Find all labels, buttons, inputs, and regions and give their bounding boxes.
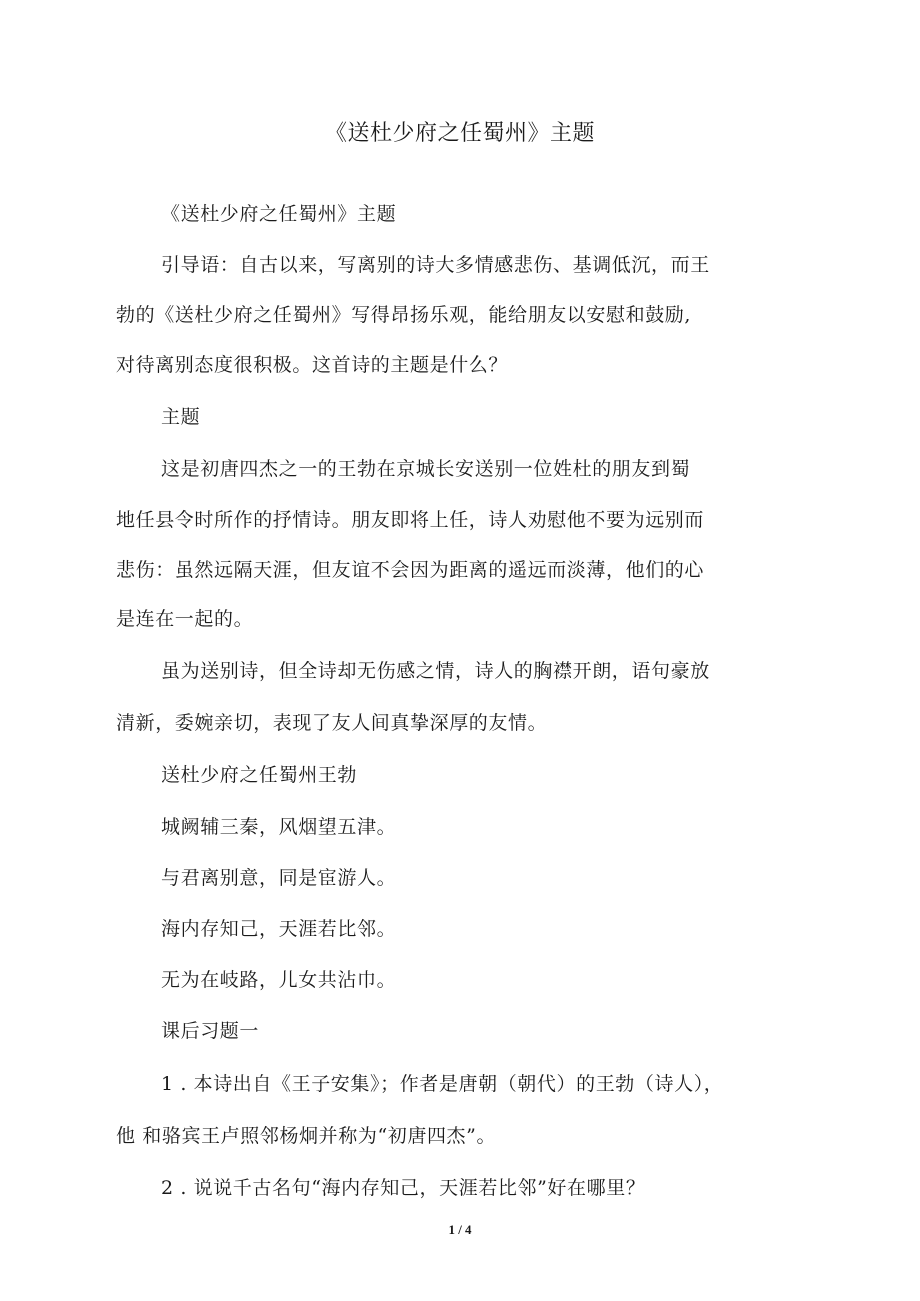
exercise-q1-line-1: 1 . 本诗出自《王子安集》；作者是唐朝（朝代）的王勃（诗人）， [161,1073,724,1095]
poem-heading: 送杜少府之任蜀州王勃 [161,764,358,786]
theme-p1-line-3: 悲伤：虽然远隔天涯，但友谊不会因为距离的遥远而淡薄，他们的心 [116,559,705,581]
theme-p1-line-2: 地任县令时所作的抒情诗。朋友即将上任，诗人劝慰他不要为远别而 [116,509,705,531]
intro-line-2: 勃的《送杜少府之任蜀州》写得昂扬乐观，能给朋友以安慰和鼓励, [116,304,692,326]
poem-line-3: 海内存知己，天涯若比邻。 [161,918,397,940]
subtitle: 《送杜少府之任蜀州》主题 [161,203,397,225]
theme-p2-line-2: 清新，委婉亲切，表现了友人间真挚深厚的友情。 [116,712,548,734]
page-title: 《送杜少府之任蜀州》主题 [324,121,595,146]
intro-line-1: 引导语：自古以来，写离别的诗大多情感悲伤、基调低沉，而王 [161,254,710,276]
poem-line-4: 无为在岐路，儿女共沾巾。 [161,969,397,991]
exercise-q2: 2 . 说说千古名句“海内存知己，天涯若比邻”好在哪里？ [161,1177,646,1199]
theme-p2-line-1: 虽为送别诗，但全诗却无伤感之情，诗人的胸襟开朗，语句豪放 [161,660,710,682]
poem-line-1: 城阙辅三秦，风烟望五津。 [161,816,397,838]
theme-p1-line-4: 是连在一起的。 [116,608,254,630]
page-number: 1 / 4 [448,1222,472,1237]
theme-p1-line-1: 这是初唐四杰之一的王勃在京城长安送别一位姓杜的朋友到蜀 [161,458,691,480]
poem-line-2: 与君离别意，同是宦游人。 [161,867,397,889]
exercise-q1-line-2: 他 和骆宾王卢照邻杨炯并称为“初唐四杰”。 [116,1125,497,1147]
exercises-heading: 课后习题一 [161,1020,260,1042]
intro-line-3: 对待离别态度很积极。这首诗的主题是什么？ [116,354,509,376]
theme-heading: 主题 [161,406,201,428]
